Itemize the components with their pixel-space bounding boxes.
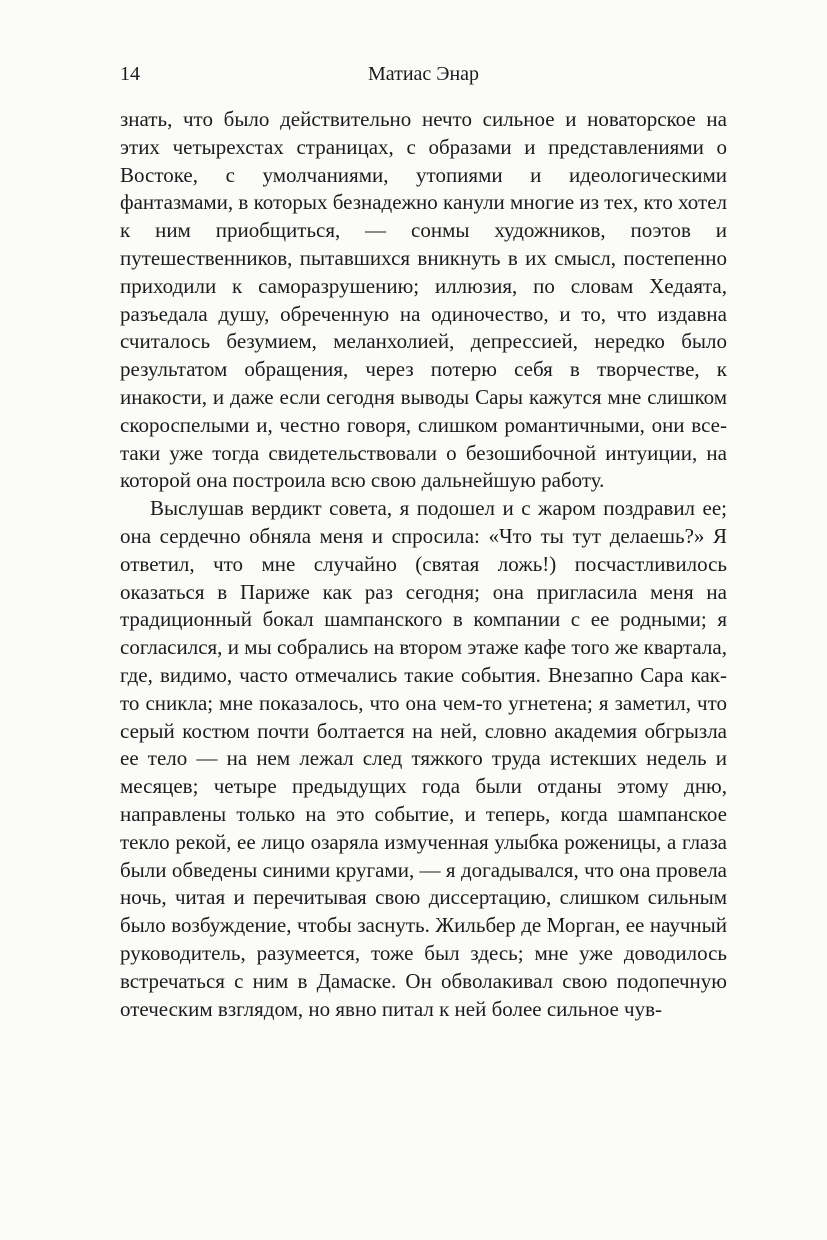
page-number: 14 [120, 63, 140, 85]
running-head: Матиас Энар [367, 63, 480, 85]
paragraph: знать, что было действительно нечто сильное и новаторское на этих четырехстах страницах, с образами и представлениями о Востоке, с умолчаниями, утопиями и идеологическими фантазмами, в которых безнадежно канули многие из тех, кто хотел к ним приобщиться, — сонмы художников, поэтов и путешественников, пытавшихся вникнуть в их смысл, постепенно приходили к саморазрушению; иллюзия, по словам Хедаята, разъедала душу, обреченную на одиночество, и то, что издавна считалось безумием, меланхолией, депрессией, нередко было результатом обращения, через потерю себя в творчестве, к инакости, и даже если сегодня выводы Сары кажутся мне слишком скороспелыми и, честно говоря, слишком романтичными, они все-таки уже тогда свидетельствовали о безошибочной интуиции, на которой она построила всю свою дальнейшую работу. [120, 107, 727, 493]
page-header [120, 60, 727, 88]
text-block [120, 106, 727, 1023]
paragraph: Выслушав вердикт совета, я подошел и с жаром поздравил ее; она сердечно обняла меня и спросила: «Что ты тут делаешь?» Я ответил, что мне случайно (святая ложь!) посчастливилось оказаться в Париже как раз сегодня; она пригласила меня на традиционный бокал шампанского в компании с ее родными; я согласился, и мы собрались на втором этаже кафе того же квартала, где, видимо, часто отмечались такие события. Внезапно Сара как-то сникла; мне показалось, что она чем-то угнетена; я заметил, что серый костюм почти болтается на ней, словно академия обгрызла ее тело — на нем лежал след тяжкого труда истекших недель и месяцев; четыре предыдущих года были отданы этому дню, направлены только на это событие, и теперь, когда шампанское текло рекой, ее лицо озаряла измученная улыбка роженицы, а глаза были обведены синими кругами, — я догадывался, что она провела ночь, читая и перечитывая свою диссертацию, слишком сильным было возбуждение, чтобы заснуть. Жильбер де Морган, ее научный руководитель, разумеется, тоже был здесь; мне уже доводилось встречаться с ним в Дамаске. Он обволакивал свою подопечную отеческим взглядом, но явно питал к ней более сильное чув- [120, 496, 727, 1021]
